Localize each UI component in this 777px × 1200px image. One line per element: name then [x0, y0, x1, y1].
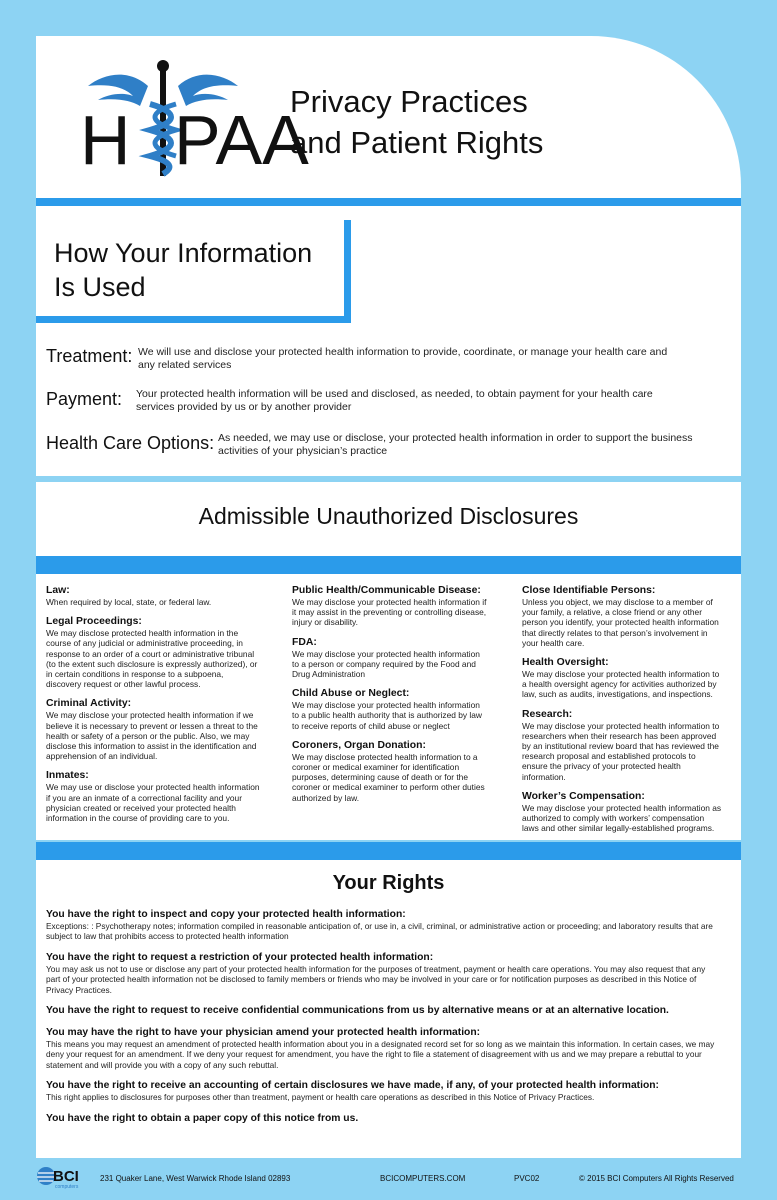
disclosure-heading: Coroners, Organ Donation: [292, 739, 426, 751]
rights-title: Your Rights [332, 872, 445, 894]
disclosure-heading: Legal Proceedings: [46, 616, 142, 628]
disclosure-heading: Criminal Activity: [46, 698, 132, 710]
disclosure-item [522, 584, 722, 648]
disclosure-item [46, 769, 261, 823]
disclosure-heading: FDA: [292, 636, 317, 648]
disclosure-text: We may use or disclose your protected health information if you are an inmate of a correctional facility and your physician created or received your protected health information in the course of providing care to you. [46, 782, 260, 824]
right-item [46, 1004, 716, 1017]
disclosure-text: Unless you object, we may disclose to a member of your family, a relative, a close friend or any other person you identify, your protected health information that directly relates to that person’s involvement in your health care. [522, 597, 719, 648]
disclosure-item [46, 584, 261, 607]
disclosure-text: We may disclose protected health information in the course of any judicial or administrative proceeding, in response to an order of a court or administrative tribunal (to the extent such disclosure is expressly authorized), or in certain conditions in response to a subpoena, discovery request or other lawful process. [46, 628, 258, 690]
disclosure-text: We may disclose your protected health information as authorized to comply with workers’ compensation laws and other similar legally-established programs. [522, 802, 722, 834]
right-item [46, 1079, 716, 1102]
payment-label: Payment: [46, 389, 123, 409]
right-heading: You have the right to request a restriction of your protected health information: [46, 951, 434, 963]
right-item [46, 1112, 716, 1125]
right-item [46, 908, 716, 942]
disclosure-text: We may disclose your protected health information to researchers when their research has been approved by an institutional review board that has reviewed the research proposal and established protocols to ensure the privacy of your protected health information. [522, 720, 720, 782]
treatment-label: Treatment: [46, 346, 133, 366]
health-care-options-label: Health Care Options: [46, 433, 215, 453]
right-heading: You may have the right to have your physician amend your protected health information: [46, 1027, 481, 1039]
disclosure-heading: Close Identifiable Persons: [522, 585, 656, 596]
disclosure-text: We may disclose your protected health information if we believe it is necessary to prevent or lessen a threat to the health or safety of a person or the public. Also, we may disclose this information to assist in the identification and apprehension of an individual. [46, 710, 258, 762]
info-usage-heading-box [36, 220, 351, 323]
disclosure-text: We may disclose your protected health information to a person or company required by the Food and Drug Administration [292, 648, 480, 680]
header-panel [36, 36, 741, 198]
disclosure-text: We may disclose protected health information to a coroner or medical examiner for identification purposes, determining cause of death or for the coroner or medical examiner to perform other duties authorized by law. [292, 751, 485, 803]
disclosures-title: Admissible Unauthorized Disclosures [198, 503, 579, 529]
right-item [46, 1026, 716, 1070]
treatment-text: We will use and disclose your protected health information to provide, coordinate, or manage your health care and any related services [138, 346, 668, 371]
disclosures-divider [36, 556, 741, 574]
disclosure-text: When required by local, state, or federal law. [46, 597, 212, 607]
payment-text: Your protected health information will be used and disclosed, as needed, to obtain payment for your health care services provided by us or by another provider [136, 388, 653, 413]
header-divider [36, 198, 741, 206]
disclosure-heading: Worker’s Compensation: [522, 790, 645, 802]
disclosures-column-1 [46, 584, 261, 831]
disclosures-column-2 [292, 584, 487, 811]
disclosure-heading: Law: [46, 585, 70, 596]
right-heading: You have the right to request to receive confidential communications from us by alternative means or at an alternative location. [46, 1005, 669, 1017]
disclosures-column-3 [522, 584, 722, 841]
disclosure-item [522, 708, 722, 782]
disclosure-text: We may disclose your protected health information to a public health authority that is authorized by law to receive reports of child abuse or neglect [292, 700, 482, 731]
info-usage-title: How Your Information Is Used [54, 238, 313, 302]
disclosure-item [292, 636, 487, 680]
footer-code: PVC02 [514, 1174, 540, 1183]
disclosure-text: We may disclose your protected health information if it may assist in the preventing or controlling disease, injury or disability. [292, 597, 487, 628]
disclosure-item [292, 584, 487, 628]
bci-globe-logo [36, 1164, 96, 1190]
right-text: This means you may request an amendment of protected health information about you in a designated record set for so long as we maintain this information. In certain cases, we may deny your request for an amendment. If we deny your request for amendment, you have the right to file a statement of disagreement with us and we may prepare a rebuttal to your statement and will provide you with a copy of any such rebuttal. [46, 1039, 715, 1070]
disclosure-item [46, 615, 261, 689]
svg-text:H: H [80, 101, 131, 179]
hipaa-caduceus-logo [78, 56, 309, 179]
disclosure-item [46, 697, 261, 761]
poster-title: Privacy Practices and Patient Rights [290, 84, 544, 160]
svg-text:BCI: BCI [53, 1168, 79, 1185]
right-text: You may ask us not to use or disclose any part of your protected health information for the purposes of treatment, payment or health care operations. You may also request that any part of your protected health information not be disclosed to family members or friends who may be involved in your care or for notification purposes as described in this Notice of Privacy Practices. [46, 963, 706, 995]
svg-text:PAA: PAA [174, 101, 309, 179]
disclosure-heading: Research: [522, 708, 573, 720]
footer-address: 231 Quaker Lane, West Warwick Rhode Island 02893 [100, 1174, 291, 1183]
rights-divider [36, 842, 741, 860]
disclosure-heading: Health Oversight: [522, 657, 609, 669]
right-text: This right applies to disclosures for purposes other than treatment, payment or health care operations as described in this Notice of Privacy Practices. [46, 1092, 595, 1103]
right-heading: You have the right to inspect and copy your protected health information: [46, 909, 406, 920]
right-heading: You have the right to obtain a paper copy of this notice from us. [46, 1112, 359, 1124]
disclosure-heading: Public Health/Communicable Disease: [292, 585, 481, 596]
svg-text:computers: computers [55, 1184, 79, 1190]
footer-copyright: © 2015 BCI Computers All Rights Reserved [579, 1174, 734, 1183]
disclosure-heading: Child Abuse or Neglect: [292, 688, 410, 700]
footer [36, 1162, 741, 1192]
disclosure-heading: Inmates: [46, 770, 89, 782]
disclosures-title-panel [36, 482, 741, 556]
disclosures-panel [36, 574, 741, 840]
right-text: Exceptions: : Psychotherapy notes; information compiled in reasonable anticipation of, or use in, a civil, criminal, or administrative action or proceeding; and laboratory results that are subject to law that prohibits access to protected health information [46, 921, 713, 942]
disclosure-item [292, 739, 487, 803]
health-care-options-text: As needed, we may use or disclose, your protected health information in order to support the business activities of your physician’s practice [218, 432, 693, 457]
info-usage-section [36, 206, 741, 476]
footer-website: BCICOMPUTERS.COM [380, 1174, 466, 1183]
rights-panel [36, 860, 741, 1158]
disclosure-item [522, 790, 722, 834]
right-heading: You have the right to receive an accounting of certain disclosures we have made, if any, of your protected health information: [46, 1080, 659, 1092]
disclosure-text: We may disclose your protected health information to a health oversight agency for activities authorized by law, such as audits, investigations, and inspections. [522, 669, 720, 700]
right-item [46, 951, 716, 995]
disclosure-item [522, 656, 722, 700]
disclosure-item [292, 687, 487, 731]
rights-list [46, 908, 716, 1134]
